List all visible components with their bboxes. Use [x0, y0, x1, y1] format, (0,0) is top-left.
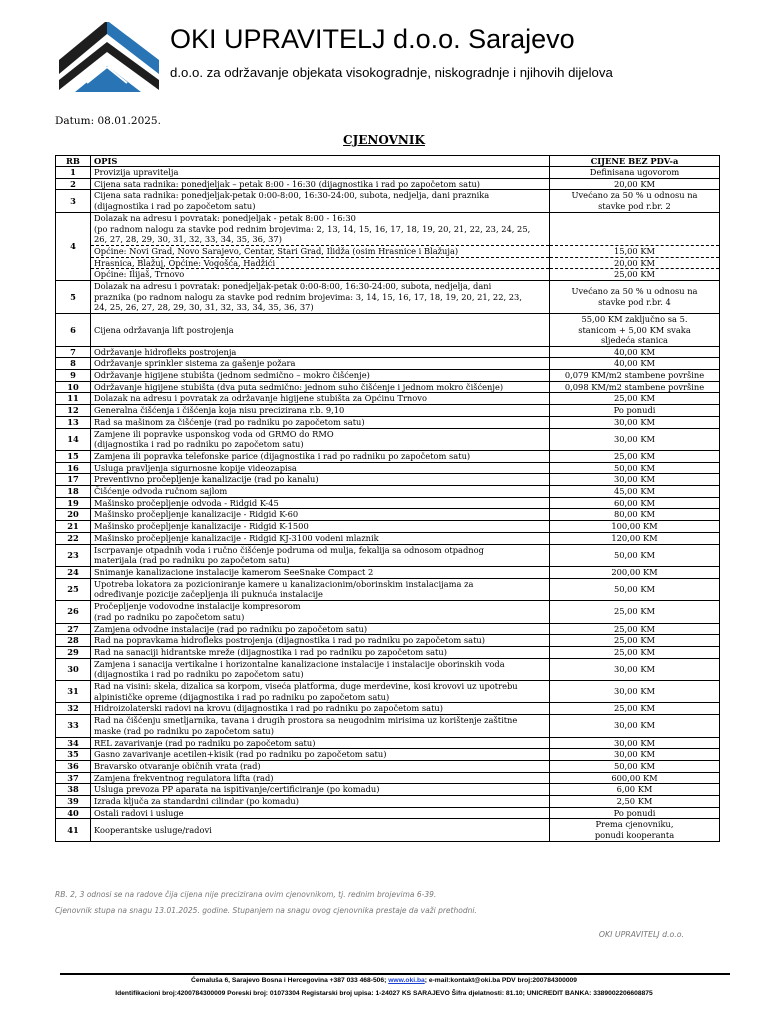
row-price: 50,00 KM	[550, 462, 720, 474]
footer-registration: Identifikacioni broj:4200784300009 Poreski broj: 01073304 Registarski broj upisa: 1-24027 KS SARAJEVO Šifra djelatnosti: 81.10; UNICREDIT BANKA: 3389002206608875	[115, 990, 653, 997]
row-price: 0,098 KM/m2 stambene površine	[550, 381, 720, 393]
document-title: CJENOVNIK	[343, 133, 425, 147]
row-description: Kooperantske usluge/radovi	[91, 819, 550, 841]
row-number: 35	[56, 749, 91, 761]
table-row	[56, 450, 720, 462]
table-row	[56, 370, 720, 382]
row-description: Zamjena i sanacija vertikalne i horizontalne kanalizacione instalacije i instalacije oborinskih voda (dijagnostika i rad po radniku po započetom satu)	[91, 658, 550, 680]
row-description: Čišćenje odvoda ručnom sajlom	[91, 486, 550, 498]
row-number: 22	[56, 532, 91, 544]
row-description: Održavanje higijene stubišta (jednom sedmično – mokro čišćenje)	[91, 370, 550, 382]
row-number: 39	[56, 796, 91, 808]
footer-divider	[60, 973, 730, 975]
table-row	[56, 358, 720, 370]
row-price: 40,00 KM	[550, 346, 720, 358]
row-price: 30,00 KM	[550, 474, 720, 486]
table-row	[56, 784, 720, 796]
price-table	[55, 155, 720, 842]
row-description: Održavanje higijene stubišta (dva puta sedmično: jednom suho čišćenje i jednom mokro čišćenje)	[91, 381, 550, 393]
row-price: 0,079 KM/m2 stambene površine	[550, 370, 720, 382]
row-number: 18	[56, 486, 91, 498]
row-price: 80,00 KM	[550, 509, 720, 521]
table-row	[56, 269, 720, 281]
row-description: Rad na popravkama hidrofleks postrojenja (dijagnostika i rad po radniku po započetom satu)	[91, 635, 550, 647]
row-description: Rad na sanaciji hidrantske mreže (dijagnostika i rad po radniku po započetom satu)	[91, 646, 550, 658]
row-price: 55,00 KM zaključno sa 5. stanicom + 5,00 KM svaka sljedeća stanica	[550, 314, 720, 347]
table-row	[56, 405, 720, 417]
row-price: 15,00 KM	[550, 245, 720, 257]
table-row	[56, 715, 720, 737]
row-price: 30,00 KM	[550, 737, 720, 749]
row-number: 6	[56, 314, 91, 347]
row-description: Snimanje kanalizacione instalacije kamerom SeeSnake Compact 2	[91, 567, 550, 579]
table-row	[56, 807, 720, 819]
table-row	[56, 474, 720, 486]
row-price: 25,00 KM	[550, 450, 720, 462]
row-price: 600,00 KM	[550, 772, 720, 784]
table-row	[56, 428, 720, 450]
row-description: Mašinsko pročepljenje odvoda - Ridgid K-45	[91, 497, 550, 509]
row-description: Iscrpavanje otpadnih voda i ručno čišćenje podruma od mulja, fekalija sa odnosom otpadnog materijala (rad po radniku po započetom satu)	[91, 544, 550, 566]
signature: OKI UPRAVITELJ d.o.o.	[598, 930, 684, 939]
company-subtitle: d.o.o. za održavanje objekata visokogradnje, niskogradnje i njihovih dijelova	[170, 65, 613, 80]
row-number: 34	[56, 737, 91, 749]
table-row	[56, 635, 720, 647]
row-number: 19	[56, 497, 91, 509]
company-logo	[57, 20, 161, 92]
row-price: 25,00 KM	[550, 601, 720, 623]
row-number: 27	[56, 623, 91, 635]
row-description: Zamjene ili popravke usponskog voda od GRMO do RMO (dijagnostika i rad po radniku po započetom satu)	[91, 428, 550, 450]
row-number: 37	[56, 772, 91, 784]
table-row	[56, 346, 720, 358]
table-row	[56, 245, 720, 257]
row-price: 45,00 KM	[550, 486, 720, 498]
table-row	[56, 486, 720, 498]
row-price: 20,00 KM	[550, 257, 720, 269]
table-row	[56, 521, 720, 533]
row-number: 16	[56, 462, 91, 474]
row-number: 12	[56, 405, 91, 417]
table-row	[56, 601, 720, 623]
row-price: 200,00 KM	[550, 567, 720, 579]
row-number: 31	[56, 681, 91, 703]
row-number: 13	[56, 416, 91, 428]
row-price: 60,00 KM	[550, 497, 720, 509]
footer-address-text: Ćemaluša 6, Sarajevo Bosna i Hercegovina +387 033 468-506;	[191, 977, 389, 984]
row-number: 11	[56, 393, 91, 405]
row-description: Upotreba lokatora za pozicioniranje kamere u kanalizacionim/oborinskim instalacijama za određivanje pozicije začepljenja ili puknuća instalacije	[91, 578, 550, 600]
row-price: Uvećano za 50 % u odnosu na stavke pod r.br. 2	[550, 190, 720, 212]
row-price: 50,00 KM	[550, 544, 720, 566]
row-number: 38	[56, 784, 91, 796]
footer-address	[0, 977, 768, 984]
row-price: 6,00 KM	[550, 784, 720, 796]
row-number: 23	[56, 544, 91, 566]
table-row	[56, 646, 720, 658]
row-description: Rad na visini: skela, dizalica sa korpom, viseća platforma, duge merdevine, kosi krovovi uz upotrebu alpinističke opreme (dijagnostika i rad po radniku po započetom satu)	[91, 681, 550, 703]
row-number: 24	[56, 567, 91, 579]
row-description: Izrada ključa za standardni cilindar (po komadu)	[91, 796, 550, 808]
price-table-body	[56, 167, 720, 842]
row-price: 50,00 KM	[550, 760, 720, 772]
row-number: 4	[56, 212, 91, 280]
row-price: 25,00 KM	[550, 393, 720, 405]
table-header-row	[56, 156, 720, 167]
row-number: 5	[56, 281, 91, 314]
table-row	[56, 212, 720, 245]
row-price: 30,00 KM	[550, 416, 720, 428]
row-price: Po ponudi	[550, 807, 720, 819]
table-row	[56, 796, 720, 808]
row-description: Mašinsko pročepljenje kanalizacije - Ridgid KJ-3100 vodeni mlaznik	[91, 532, 550, 544]
row-price: 2,50 KM	[550, 796, 720, 808]
table-row	[56, 623, 720, 635]
row-description: Provizija upravitelja	[91, 167, 550, 179]
table-row	[56, 772, 720, 784]
row-number: 8	[56, 358, 91, 370]
table-row	[56, 509, 720, 521]
row-description: Zamjena odvodne instalacije (rad po radniku po započetom satu)	[91, 623, 550, 635]
column-header-rb: RB	[56, 156, 91, 167]
row-price: Definisana ugovorom	[550, 167, 720, 179]
row-number: 10	[56, 381, 91, 393]
row-price: 30,00 KM	[550, 749, 720, 761]
table-row	[56, 737, 720, 749]
row-price: 50,00 KM	[550, 578, 720, 600]
table-row	[56, 749, 720, 761]
row-description: Održavanje sprinkler sistema za gašenje požara	[91, 358, 550, 370]
row-description: Općine: Novi Grad, Novo Sarajevo, Centar, Stari Grad, Ilidža (osim Hrasnice i Blažuja)	[91, 245, 550, 257]
table-row	[56, 462, 720, 474]
row-description: Preventivno pročepljenje kanalizacije (rad po kanalu)	[91, 474, 550, 486]
row-number: 36	[56, 760, 91, 772]
row-description: Generalna čišćenja i čišćenja koja nisu precizirana r.b. 9,10	[91, 405, 550, 417]
row-description: Ostali radovi i usluge	[91, 807, 550, 819]
table-row	[56, 578, 720, 600]
row-price: 30,00 KM	[550, 715, 720, 737]
table-row	[56, 167, 720, 179]
row-description: Dolazak na adresu i povratak za održavanje higijene stubišta za Općinu Trnovo	[91, 393, 550, 405]
row-number: 26	[56, 601, 91, 623]
footnotes	[55, 887, 477, 919]
row-price: Prema cjenovniku, ponudi kooperanta	[550, 819, 720, 841]
column-header-opis: OPIS	[91, 156, 550, 167]
row-number: 40	[56, 807, 91, 819]
table-row	[56, 681, 720, 703]
row-number: 15	[56, 450, 91, 462]
table-row	[56, 416, 720, 428]
row-number: 28	[56, 635, 91, 647]
row-description: Cijena sata radnika: ponedjeljak – petak 8:00 - 16:30 (dijagnostika i rad po započetom satu)	[91, 178, 550, 190]
table-row	[56, 178, 720, 190]
row-price: 30,00 KM	[550, 428, 720, 450]
row-description: Mašinsko pročepljenje kanalizacije - Ridgid K-1500	[91, 521, 550, 533]
table-row	[56, 567, 720, 579]
row-number: 32	[56, 703, 91, 715]
row-price: 40,00 KM	[550, 358, 720, 370]
table-row	[56, 819, 720, 841]
row-description: Gasno zavarivanje acetilen+kisik (rad po radniku po započetom satu)	[91, 749, 550, 761]
row-number: 14	[56, 428, 91, 450]
table-row	[56, 658, 720, 680]
row-description: Dolazak na adresu i povratak: ponedjeljak-petak 0:00-8:00, 16:30-24:00, subota, nedjelja, dani praznika (po radnom nalogu za stavke pod rednim brojevima: 3, 14, 15, 16, 17, 18, 19, 20, 21, 22, 23, 24, 25, 26, 27, 28, 29, 30, 31, 32, 33, 34, 35, 36, 37)	[91, 281, 550, 314]
table-row	[56, 190, 720, 212]
table-row	[56, 497, 720, 509]
row-price: 30,00 KM	[550, 681, 720, 703]
row-price: 30,00 KM	[550, 658, 720, 680]
row-description: Rad sa mašinom za čišćenje (rad po radniku po započetom satu)	[91, 416, 550, 428]
row-number: 21	[56, 521, 91, 533]
row-price: 20,00 KM	[550, 178, 720, 190]
footnote-2: Cjenovnik stupa na snagu 13.01.2025. godine. Stupanjem na snagu ovog cjenovnika prestaje da važi prethodni.	[55, 906, 477, 915]
table-row	[56, 257, 720, 269]
row-number: 29	[56, 646, 91, 658]
table-row	[56, 760, 720, 772]
row-price: 25,00 KM	[550, 703, 720, 715]
row-description: Zamjena ili popravka telefonske parice (dijagnostika i rad po radniku po započetom satu)	[91, 450, 550, 462]
row-price: 25,00 KM	[550, 623, 720, 635]
row-description: Pročepljenje vodovodne instalacije kompresorom (rad po radniku po započetom satu)	[91, 601, 550, 623]
row-description: Zamjena frekventnog regulatora lifta (rad)	[91, 772, 550, 784]
table-row	[56, 381, 720, 393]
website-link[interactable]: www.oki.ba	[388, 977, 425, 984]
row-number: 20	[56, 509, 91, 521]
row-description: Održavanje hidrofleks postrojenja	[91, 346, 550, 358]
row-number: 2	[56, 178, 91, 190]
row-description: Mašinsko pročepljenje kanalizacije - Ridgid K-60	[91, 509, 550, 521]
row-number: 7	[56, 346, 91, 358]
row-description: Cijena održavanja lift postrojenja	[91, 314, 550, 347]
row-price: 25,00 KM	[550, 635, 720, 647]
row-description: Hidroizolaterski radovi na krovu (dijagnostika i rad po radniku po započetom satu)	[91, 703, 550, 715]
row-price: Uvećano za 50 % u odnosu na stavke pod r.br. 4	[550, 281, 720, 314]
table-row	[56, 532, 720, 544]
table-row	[56, 393, 720, 405]
row-price: 25,00 KM	[550, 269, 720, 281]
row-description: Usluga prevoza PP aparata na ispitivanje/certificiranje (po komadu)	[91, 784, 550, 796]
row-price	[550, 212, 720, 245]
row-description: Općine: Ilijaš, Trnovo	[91, 269, 550, 281]
row-number: 25	[56, 578, 91, 600]
row-number: 1	[56, 167, 91, 179]
table-row	[56, 314, 720, 347]
row-description: Bravarsko otvaranje običnih vrata (rad)	[91, 760, 550, 772]
row-description: REL zavarivanje (rad po radniku po započetom satu)	[91, 737, 550, 749]
footer-contact-text: ; e-mail:kontakt@oki.ba PDV broj:200784300009	[424, 977, 577, 984]
row-description: Usluga pravljenja sigurnosne kopije videozapisa	[91, 462, 550, 474]
row-description: Rad na čišćenju smetljarnika, tavana i drugih prostora sa neugodnim mirisima uz korištenje zaštitne maske (rad po radniku po započetom satu)	[91, 715, 550, 737]
row-price: 25,00 KM	[550, 646, 720, 658]
table-row	[56, 544, 720, 566]
row-number: 33	[56, 715, 91, 737]
row-number: 17	[56, 474, 91, 486]
table-row	[56, 703, 720, 715]
column-header-cijena: CIJENE BEZ PDV-a	[550, 156, 720, 167]
row-number: 41	[56, 819, 91, 841]
row-price: 120,00 KM	[550, 532, 720, 544]
row-number: 30	[56, 658, 91, 680]
company-name: OKI UPRAVITELJ d.o.o. Sarajevo	[170, 24, 575, 54]
row-price: 100,00 KM	[550, 521, 720, 533]
row-price: Po ponudi	[550, 405, 720, 417]
row-number: 3	[56, 190, 91, 212]
row-description: Hrasnica, Blažuj, Općine: Vogošća, Hadžići	[91, 257, 550, 269]
document-date: Datum: 08.01.2025.	[55, 115, 161, 127]
table-row	[56, 281, 720, 314]
row-number: 9	[56, 370, 91, 382]
row-description: Dolazak na adresu i povratak: ponedjeljak - petak 8:00 - 16:30 (po radnom nalogu za stavke pod rednim brojevima: 2, 13, 14, 15, 16, 17, 18, 19, 20, 21, 22, 23, 24, 25, 26, 27, 28, 29, 30, 31, 32, 33, 34, 35, 36, 37)	[91, 212, 550, 245]
footnote-1: RB. 2, 3 odnosi se na radove čija cijena nije precizirana ovim cjenovnikom, tj. rednim brojevima 6-39.	[55, 890, 437, 899]
row-description: Cijena sata radnika: ponedjeljak-petak 0:00-8:00, 16:30-24:00, subota, nedjelja, dani praznika (dijagnostika i rad po započetom satu)	[91, 190, 550, 212]
